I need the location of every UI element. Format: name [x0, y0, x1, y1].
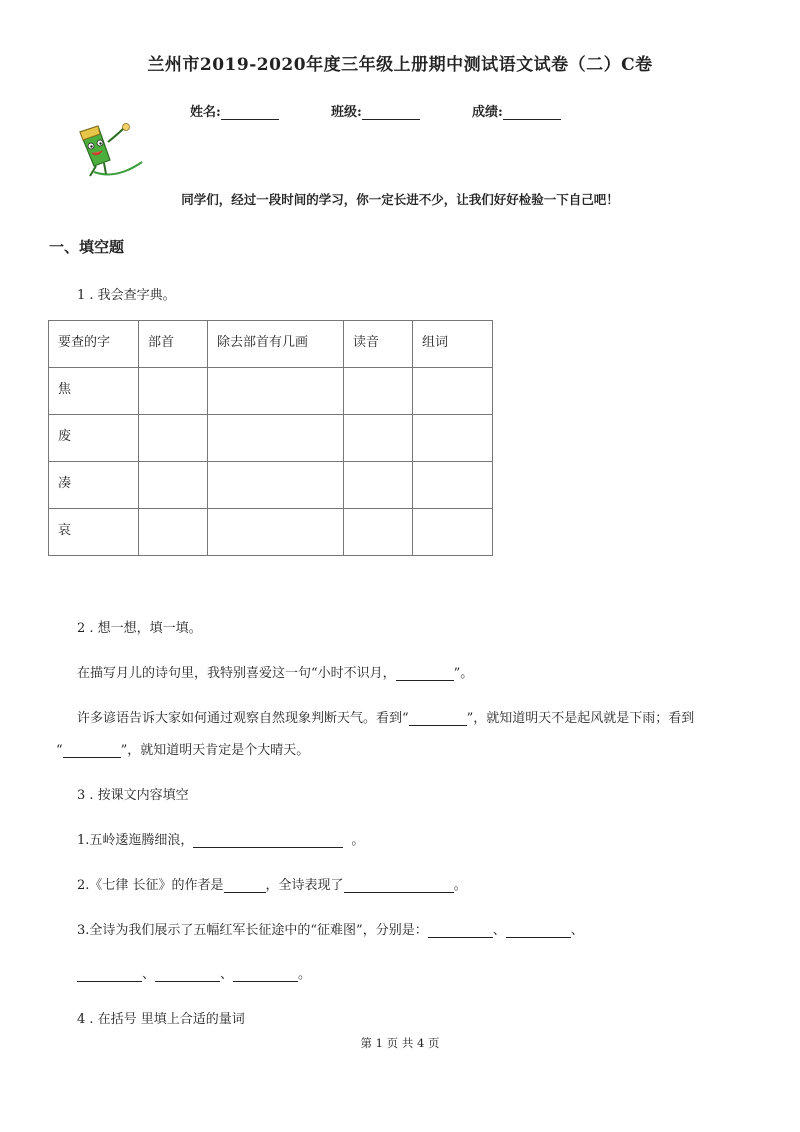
- section-title-fill-blank: 一、填空题: [49, 238, 125, 256]
- name-label: 姓名:: [190, 105, 221, 120]
- table-cell-blank[interactable]: [208, 368, 344, 415]
- q3-item3-text: 3.全诗为我们展示了五幅红军长征途中的“征难图”，分别是：: [77, 923, 428, 938]
- q3-item1-text: 1.五岭逶迤腾细浪，: [77, 833, 194, 848]
- table-cell-blank[interactable]: [139, 509, 208, 556]
- table-header-cell: 部首: [139, 321, 208, 368]
- q3-blank-pic-2[interactable]: [506, 923, 571, 938]
- table-cell-char: 焦: [49, 368, 139, 415]
- name-blank[interactable]: [221, 105, 279, 120]
- page-title: 兰州市2019-2020年度三年级上册期中测试语文试卷（二）C卷: [147, 55, 653, 75]
- greeting-text: 同学们，经过一段时间的学习，你一定长进不少，让我们好好检验一下自己吧！: [181, 192, 619, 207]
- table-cell-char: 哀: [49, 509, 139, 556]
- q3-blank-pic-5[interactable]: [233, 967, 298, 982]
- table-cell-blank[interactable]: [413, 368, 493, 415]
- class-label: 班级:: [331, 105, 362, 120]
- q3-sep: 、: [142, 967, 156, 982]
- score-blank[interactable]: [503, 105, 561, 120]
- question-2-prompt: 2 . 想一想，填一填。: [77, 621, 202, 636]
- question-3-item-2: [77, 874, 467, 893]
- table-header-cell: 组词: [413, 321, 493, 368]
- score-field: [472, 101, 561, 120]
- table-cell-blank[interactable]: [344, 368, 413, 415]
- class-field: [331, 101, 420, 120]
- table-row: [49, 509, 493, 556]
- q2-line3-text-a: “: [56, 743, 63, 758]
- pencil-mascot-icon: [76, 122, 146, 180]
- q3-blank-pic-4[interactable]: [155, 967, 220, 982]
- q2-blank-2[interactable]: [409, 711, 467, 726]
- table-cell-blank[interactable]: [344, 415, 413, 462]
- q2-line1-text-a: 在描写月儿的诗句里，我特别喜爱这一句“小时不识月，: [77, 666, 396, 681]
- name-field: [190, 101, 279, 120]
- question-3-item-3: [77, 919, 584, 938]
- q3-sep: 、: [570, 923, 584, 938]
- q3-item2-end: 。: [453, 878, 467, 893]
- q2-blank-1[interactable]: [396, 666, 454, 681]
- table-header-row: [49, 321, 493, 368]
- question-3-item-1: [77, 829, 364, 848]
- table-row: [49, 415, 493, 462]
- table-cell-blank[interactable]: [139, 462, 208, 509]
- table-cell-blank[interactable]: [139, 368, 208, 415]
- question-2-line-2: [77, 707, 694, 726]
- q2-line1-text-b: ”。: [453, 666, 474, 681]
- q3-item2-text-a: 2.《七律 长征》的作者是: [77, 878, 224, 893]
- q3-blank-pic-3[interactable]: [77, 967, 142, 982]
- question-2-line-1: [77, 662, 473, 681]
- q2-line2-text-a: 许多谚语告诉大家如何通过观察自然现象判断天气。看到“: [77, 711, 409, 726]
- q3-sep: 、: [492, 923, 506, 938]
- q3-blank-1[interactable]: [193, 833, 343, 848]
- table-header-cell: 要查的字: [49, 321, 139, 368]
- q2-blank-3[interactable]: [63, 743, 121, 758]
- q3-blank-pic-1[interactable]: [428, 923, 493, 938]
- question-3-prompt: 3 . 按课文内容填空: [77, 788, 189, 803]
- question-3-item-3-cont: [77, 963, 311, 982]
- q3-blank-author[interactable]: [224, 878, 266, 893]
- table-row: [49, 462, 493, 509]
- question-4-prompt: 4 . 在括号 里填上合适的量词: [77, 1012, 245, 1027]
- table-cell-blank[interactable]: [139, 415, 208, 462]
- q3-item1-end: 。: [351, 833, 365, 848]
- table-cell-char: 废: [49, 415, 139, 462]
- class-blank[interactable]: [362, 105, 420, 120]
- question-2-line-3: [56, 739, 309, 758]
- table-header-cell: 除去部首有几画: [208, 321, 344, 368]
- table-cell-blank[interactable]: [208, 415, 344, 462]
- table-header-cell: 读音: [344, 321, 413, 368]
- table-cell-blank[interactable]: [208, 462, 344, 509]
- table-row: [49, 368, 493, 415]
- q2-line2-text-b: ”，就知道明天不是起风就是下雨；看到: [466, 711, 695, 726]
- q3-sep: 、: [220, 967, 234, 982]
- q3-item2-text-b: ，全诗表现了: [265, 878, 344, 893]
- q2-line3-text-b: ”，就知道明天肯定是个大晴天。: [120, 743, 310, 758]
- page-footer: 第 1 页 共 4 页: [360, 1036, 440, 1050]
- table-cell-char: 凑: [49, 462, 139, 509]
- question-1-prompt: 1 . 我会查字典。: [77, 288, 176, 303]
- table-cell-blank[interactable]: [413, 462, 493, 509]
- q3-blank-theme[interactable]: [344, 878, 454, 893]
- dictionary-table: [48, 320, 493, 556]
- score-label: 成绩:: [472, 105, 503, 120]
- table-cell-blank[interactable]: [208, 509, 344, 556]
- table-cell-blank[interactable]: [344, 462, 413, 509]
- q3-end: 。: [298, 967, 312, 982]
- table-cell-blank[interactable]: [344, 509, 413, 556]
- table-cell-blank[interactable]: [413, 509, 493, 556]
- table-cell-blank[interactable]: [413, 415, 493, 462]
